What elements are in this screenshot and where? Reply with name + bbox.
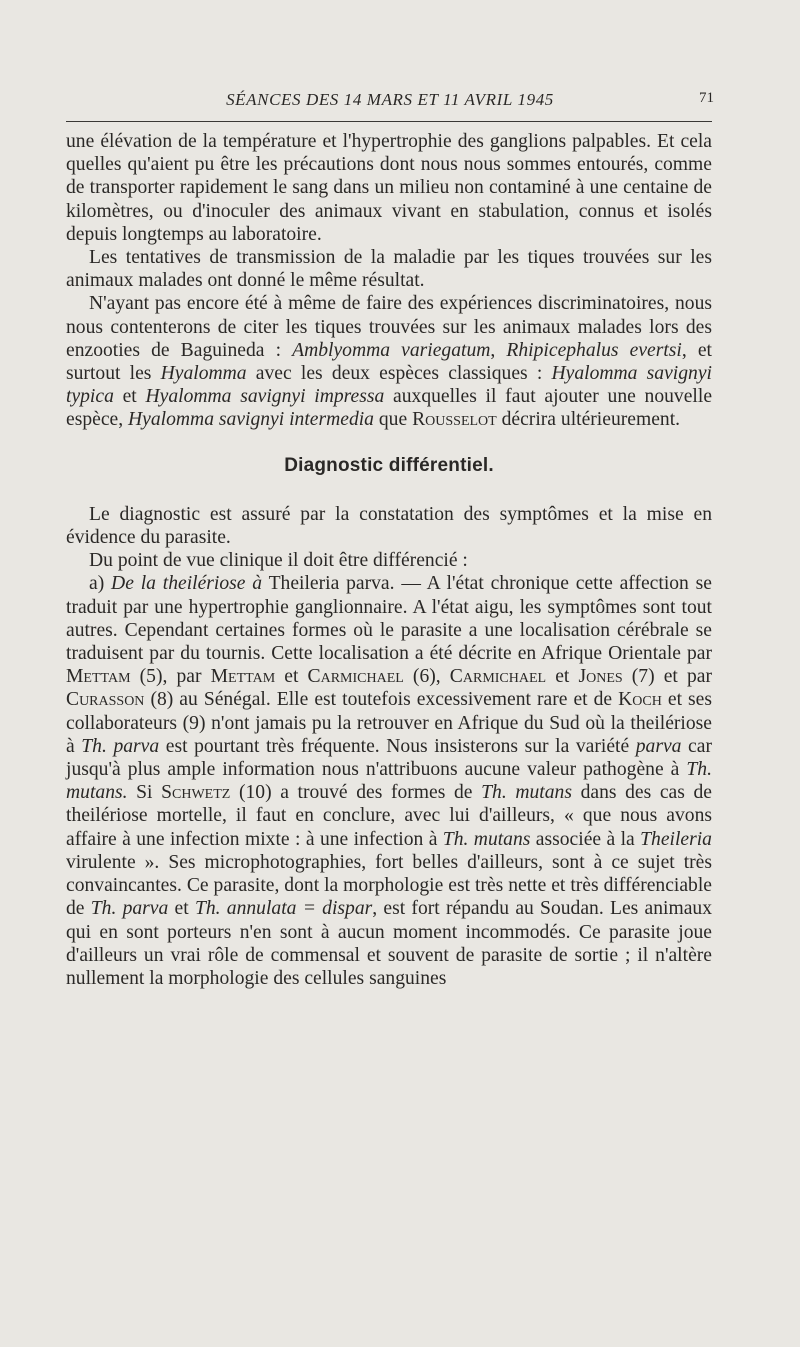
running-head — [66, 90, 714, 114]
paragraph-6 — [66, 572, 712, 990]
text-run: avec les deux espèces classiques : — [246, 363, 552, 385]
species-name: Hyalomma — [160, 363, 247, 385]
italic-run: Th. annulata = dispar — [194, 898, 373, 920]
text-run: a) — [89, 573, 112, 595]
running-title: SÉANCES DES 14 MARS ET 11 AVRIL 1945 — [226, 90, 554, 109]
body-text — [66, 130, 712, 990]
species-name: Hyalomma savignyi typica — [66, 363, 712, 408]
author-name: Koch — [618, 689, 662, 711]
text-run: et — [113, 386, 146, 408]
text-run: (5), par — [130, 666, 211, 688]
text-run: car jusqu'à plus ample information nous n'attribuons aucune valeur pathogène à — [66, 735, 712, 781]
text-run: Si — [127, 782, 162, 804]
text-run: , et surtout les — [66, 339, 712, 385]
author-name: Rousselot — [412, 409, 497, 431]
text-run: que — [373, 409, 413, 431]
text-run: (7) et par — [622, 666, 713, 688]
italic-run: De la theilériose à — [111, 573, 263, 595]
text-run: auxquelles il faut ajouter une nouvelle espèce, — [66, 386, 713, 431]
text-run: et ses collaborateurs (9) n'ont jamais pu la retrouver en Afrique du Sud où la theilériose à — [66, 689, 712, 757]
text-run: et — [275, 666, 308, 688]
paragraph-1: une élévation de la température et l'hypertrophie des ganglions palpables. Et cela quelles qu'aient pu être les précautions dont nous nous sommes entourés, comme de transporter rapidement le sang dans un milieu non contaminé à une centaine de kilomètres, ou d'inoculer des animaux vivant en stabulation, connus et isolés depuis longtemps au laboratoire. — [66, 131, 712, 245]
paragraph-4: Le diagnostic est assuré par la constatation des symptômes et la mise en évidence du parasite. — [66, 503, 712, 549]
paragraph-3 — [66, 292, 712, 431]
paragraph-2: Les tentatives de transmission de la maladie par les tiques trouvées sur les animaux malades ont donné le même résultat. — [66, 247, 712, 292]
author-name: Curasson — [66, 689, 145, 711]
page-number: 71 — [699, 90, 714, 106]
paragraph-5: Du point de vue clinique il doit être différencié : — [89, 550, 468, 572]
italic-run: Th. mutans — [481, 782, 572, 804]
header-rule — [66, 121, 712, 122]
text-run: décrira ultérieurement. — [496, 409, 681, 431]
author-name: Carmichael — [307, 666, 404, 688]
text-run: associée à la — [530, 828, 641, 850]
italic-run: Th. mutans — [442, 828, 531, 850]
author-name: Jones — [578, 666, 623, 688]
text-run: et — [168, 898, 195, 920]
author-name: Carmichael — [449, 666, 547, 688]
text-run: et — [546, 666, 579, 688]
section-title: Diagnostic différentiel. — [284, 454, 494, 476]
text-run: (6), — [403, 666, 450, 688]
italic-run: Th. parva — [81, 735, 160, 757]
species-name: Amblyomma variegatum — [292, 339, 491, 361]
text-run: Theileria parva. — A l'état chronique cette affection se traduit par une hypertrophie ganglionnaire. A l'état aigu, les symptômes sont tout autres. Cependant certaines formes où le parasite a une localisation cérébrale se traduisent par du tournis. Cette localisation a été décrite en Afrique Orientale par — [66, 573, 712, 665]
italic-run: Th. parva — [90, 898, 169, 920]
author-name: Schwetz — [161, 782, 231, 804]
species-name: Rhipicephalus evertsi — [506, 339, 682, 361]
text-run: est pourtant très fréquente. Nous insisterons sur la variété — [159, 735, 636, 757]
text-run: (10) a trouvé des formes de — [230, 782, 482, 804]
italic-run: parva — [635, 735, 682, 757]
text-run: (8) au Sénégal. Elle est toutefois excessivement rare et de — [144, 689, 619, 711]
species-name: Hyalomma savignyi impressa — [145, 386, 385, 408]
author-name: Mettam — [210, 666, 276, 688]
text-run: virulente ». Ses microphotographies, fort belles d'ailleurs, sont à ce sujet très convaincantes. Ce parasite, dont la morphologie est très nette et très différenciable de — [66, 851, 712, 920]
italic-run: Theileria — [640, 828, 712, 850]
text-run: N'ayant pas encore été à même de faire des expériences discriminatoires, nous nous contenterons de citer les tiques trouvées sur les animaux malades lors des enzooties de Baguineda : — [66, 293, 712, 361]
italic-run: Th. mutans. — [66, 759, 712, 804]
text-run: , est fort répandu au Soudan. Les animaux qui en sont porteurs n'en sont à aucun moment incommodés. Ce parasite joue d'ailleurs un vrai rôle de commensal et souvent de parasite de sortie ; il n'altère nullement la morphologie des cellules sanguines — [66, 898, 712, 989]
text-run: dans des cas de theilériose mortelle, il faut en conclure, avec lui d'ailleurs, « que nous avons affaire à une infection mixte : à une infection à — [66, 782, 712, 850]
species-name: Hyalomma savignyi intermedia — [128, 409, 374, 431]
author-name: Mettam — [66, 666, 131, 688]
text-run: , — [490, 339, 507, 361]
